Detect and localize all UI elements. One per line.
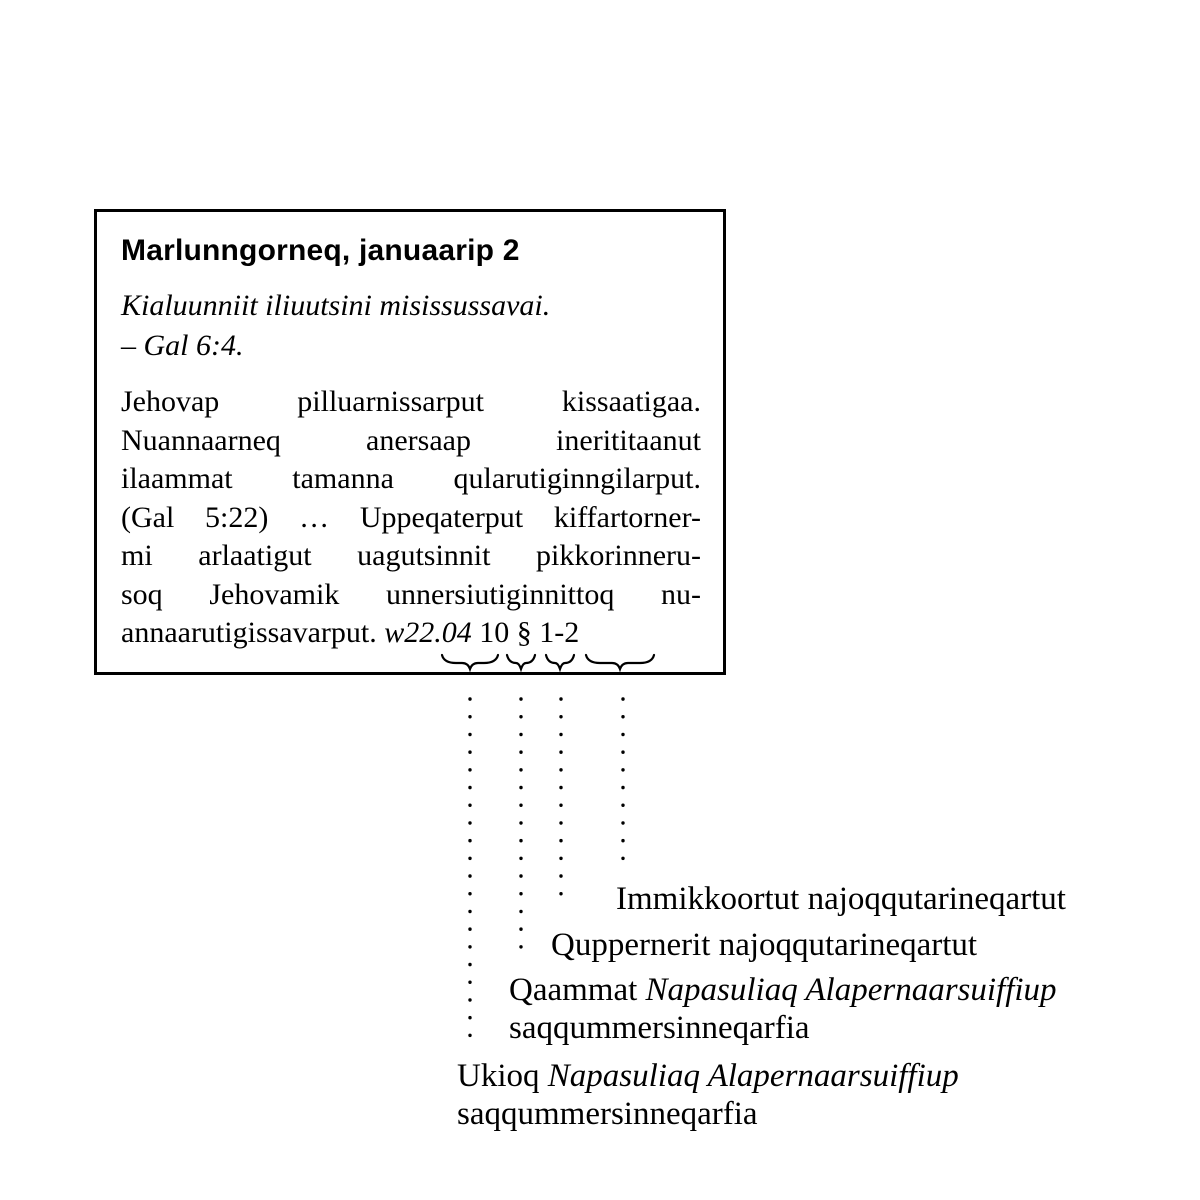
ref-paragraphs: § 1-2 <box>516 616 580 649</box>
theme-scripture <box>121 286 550 366</box>
ref-publication <box>384 616 472 649</box>
label-paragraphs: Immikkoortut najoqqutarineqartut <box>616 881 1066 917</box>
ref-publication-code: w22 <box>384 616 435 649</box>
label-publication-line2: saqqummersinneqarfia <box>457 1096 758 1132</box>
comment-line-last <box>121 614 701 653</box>
comment-line: (Gal 5:22) … Uppeqaterput kiffartorner- <box>121 500 701 534</box>
label-publication-italic: Napasuliaq Alapernaarsuiffiup <box>547 1058 959 1094</box>
comment-line: Nuannaarneq anersaap inerititaanut <box>121 423 701 457</box>
comment-line: mi arlaatigut uagutsinnit pikkorinneru- <box>121 539 701 572</box>
scripture-text: Kialuunniit iliuutsini misissussavai. <box>121 289 551 322</box>
comment-line: Jehovap pilluarnissarput kissaatigaa. <box>121 385 701 418</box>
comment-line: soq Jehovamik unnersiutiginnittoq nu- <box>121 577 701 611</box>
label-page: Quppernerit najoqqutarineqartut <box>551 927 978 963</box>
ref-issue: .04 <box>434 616 472 649</box>
comment-line: ilaammat tamanna qularutiginngilarput. <box>121 462 701 495</box>
comment-last-words: annaarutigissavarput. <box>121 616 377 649</box>
daily-text-card <box>94 209 726 675</box>
comment-text <box>121 383 701 653</box>
label-issue-italic: Napasuliaq Alapernaarsuiffiup <box>645 972 1057 1008</box>
label-issue-line2: saqqummersinneqarfia <box>509 1010 810 1046</box>
date-heading: Marlunngorneq, januaarip 2 <box>121 234 520 267</box>
label-issue-prefix: Qaammat <box>509 972 638 1008</box>
scripture-reference: – Gal 6:4. <box>121 329 244 362</box>
label-issue <box>509 971 1057 1047</box>
ref-page: 10 <box>479 616 510 649</box>
label-publication-prefix: Ukioq <box>457 1058 540 1094</box>
label-publication <box>457 1057 959 1133</box>
